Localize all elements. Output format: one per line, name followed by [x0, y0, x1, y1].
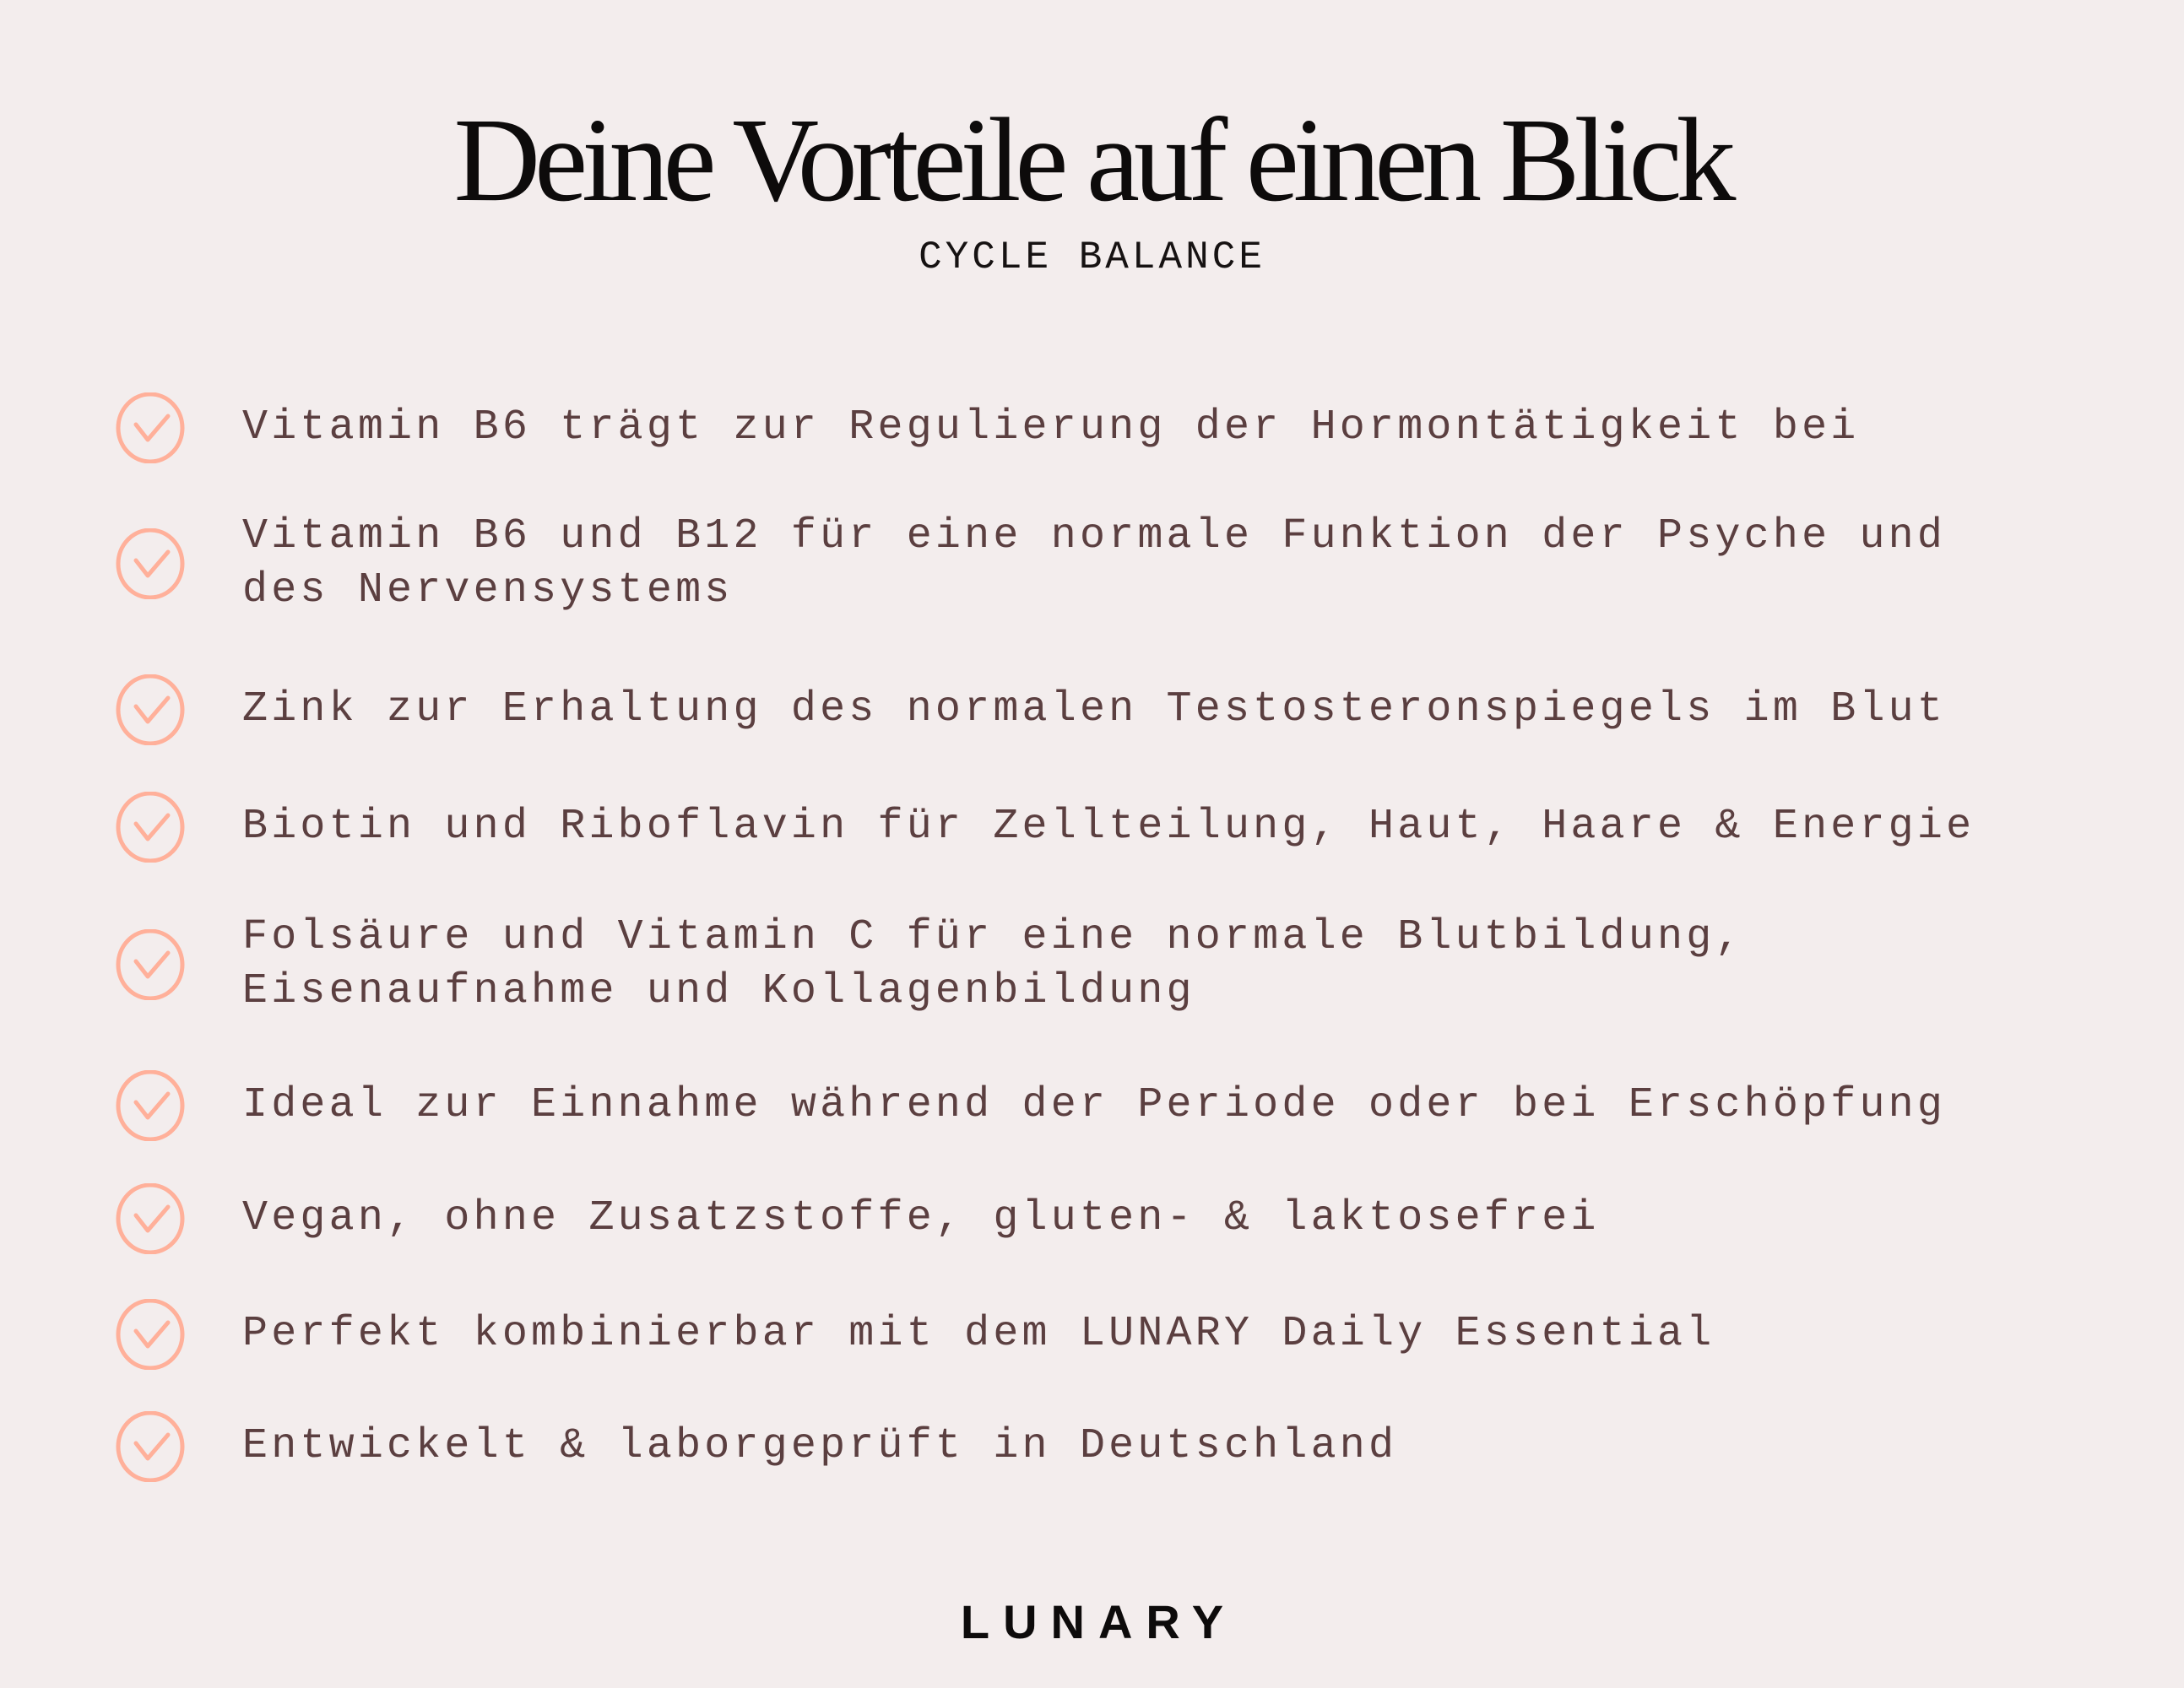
benefit-text-line: Zink zur Erhaltung des normalen Testosteronspiegels im Blut — [242, 685, 1947, 733]
benefit-text — [242, 800, 1975, 854]
benefit-text — [242, 683, 1946, 737]
check-circle-icon — [115, 1183, 186, 1254]
benefit-text-line: Perfekt kombinierbar mit dem LUNARY Daily Essential — [242, 1310, 1715, 1358]
benefit-text-line: Vitamin B6 trägt zur Regulierung der Hormontätigkeit bei — [242, 403, 1860, 452]
benefit-text-line: Ideal zur Einnahme während der Periode oder bei Erschöpfung — [242, 1081, 1947, 1129]
benefit-text-line: Biotin und Riboflavin für Zellteilung, Haut, Haare & Energie — [242, 803, 1975, 851]
check-circle-icon — [115, 674, 186, 745]
benefit-text-line: Vitamin B6 und B12 für eine normale Funktion der Psyche und — [242, 512, 1947, 560]
benefit-text — [242, 1420, 1397, 1474]
benefit-text-line: Eisenaufnahme und Kollagenbildung — [242, 967, 1195, 1015]
check-circle-icon — [115, 1411, 186, 1482]
benefit-text — [242, 1307, 1715, 1361]
check-circle-icon — [115, 392, 186, 463]
benefit-text — [242, 1192, 1600, 1246]
page-title: Deine Vorteile auf einen Blick — [453, 93, 1731, 226]
benefit-text-line: Vegan, ohne Zusatzstoffe, gluten- & laktosefrei — [242, 1194, 1600, 1242]
check-circle-icon — [115, 929, 186, 1000]
brand-logo: LUNARY — [960, 1595, 1238, 1648]
benefit-text — [242, 401, 1859, 455]
benefit-text-line: des Nervensystems — [242, 566, 734, 614]
check-circle-icon — [115, 1070, 186, 1141]
benefit-text — [242, 510, 1946, 618]
check-circle-icon — [115, 1299, 186, 1370]
product-subtitle: CYCLE BALANCE — [919, 235, 1265, 279]
benefit-text-line: Folsäure und Vitamin C für eine normale Blutbildung, — [242, 913, 1744, 961]
benefit-text — [242, 911, 1744, 1019]
check-circle-icon — [115, 792, 186, 863]
benefit-text — [242, 1079, 1946, 1133]
check-circle-icon — [115, 528, 186, 599]
benefit-text-line: Entwickelt & laborgeprüft in Deutschland — [242, 1422, 1398, 1470]
